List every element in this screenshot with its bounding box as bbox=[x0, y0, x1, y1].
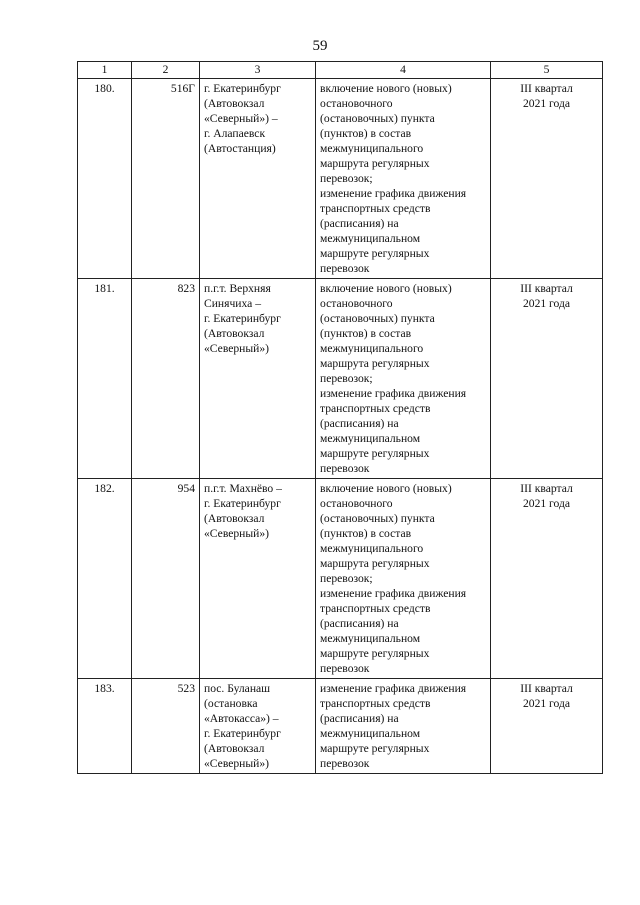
description-line: (пунктов) в состав bbox=[320, 327, 412, 340]
description-line: (расписания) на bbox=[320, 217, 399, 230]
description-line: перевозок bbox=[320, 757, 370, 770]
header-col-4: 4 bbox=[316, 62, 491, 79]
description-line: транспортных средств bbox=[320, 697, 431, 710]
description-line: остановочного bbox=[320, 97, 393, 110]
description-line: перевозок; bbox=[320, 172, 373, 185]
description-line: включение нового (новых) bbox=[320, 82, 452, 95]
route-path-line: (Автовокзал bbox=[204, 327, 265, 340]
route-path-line: п.г.т. Верхняя bbox=[204, 282, 271, 295]
description-line: транспортных средств bbox=[320, 602, 431, 615]
term-line: III квартал bbox=[520, 682, 573, 695]
description-line: (пунктов) в состав bbox=[320, 527, 412, 540]
description-line: транспортных средств bbox=[320, 202, 431, 215]
route-number: 954 bbox=[132, 479, 200, 679]
description-line: перевозок bbox=[320, 662, 370, 675]
route-path-line: г. Екатеринбург bbox=[204, 82, 281, 95]
route-path-line: «Северный») bbox=[204, 342, 270, 355]
route-path-line: г. Алапаевск bbox=[204, 127, 266, 140]
description-line: маршруте регулярных bbox=[320, 447, 430, 460]
route-path-line: «Северный») bbox=[204, 527, 270, 540]
description-line: межмуниципального bbox=[320, 342, 424, 355]
implementation-term bbox=[491, 479, 603, 679]
page-number: 59 bbox=[312, 38, 328, 54]
description-line: маршруте регулярных bbox=[320, 742, 430, 755]
route-path-line: (Автовокзал bbox=[204, 512, 265, 525]
routes-table bbox=[77, 61, 603, 774]
change-description bbox=[316, 279, 491, 479]
route-path-line: «Северный») bbox=[204, 757, 270, 770]
description-line: включение нового (новых) bbox=[320, 282, 452, 295]
term-line: 2021 года bbox=[522, 497, 571, 510]
route-path-line: (Автовокзал bbox=[204, 97, 265, 110]
table-row bbox=[78, 279, 603, 479]
table-row bbox=[78, 79, 603, 279]
term-line: 2021 года bbox=[522, 97, 571, 110]
term-line: III квартал bbox=[520, 482, 573, 495]
term-line: III квартал bbox=[520, 82, 573, 95]
table-row bbox=[78, 479, 603, 679]
route-path-line: (остановка bbox=[204, 697, 258, 710]
route-path-line: п.г.т. Махнёво – bbox=[204, 482, 282, 495]
route-path-line: (Автостанция) bbox=[204, 142, 276, 155]
description-line: межмуниципальном bbox=[320, 727, 421, 740]
route-path bbox=[200, 279, 316, 479]
route-path-line: г. Екатеринбург bbox=[204, 727, 281, 740]
route-path-line: г. Екатеринбург bbox=[204, 497, 281, 510]
description-line: межмуниципальном bbox=[320, 432, 421, 445]
table-header-row bbox=[78, 62, 603, 79]
description-line: транспортных средств bbox=[320, 402, 431, 415]
description-line: (расписания) на bbox=[320, 617, 399, 630]
route-number: 516Г bbox=[132, 79, 200, 279]
description-line: (пунктов) в состав bbox=[320, 127, 412, 140]
description-line: межмуниципального bbox=[320, 542, 424, 555]
description-line: остановочного bbox=[320, 497, 393, 510]
description-line: изменение графика движения bbox=[320, 187, 467, 200]
header-col-1: 1 bbox=[78, 62, 132, 79]
description-line: перевозок; bbox=[320, 372, 373, 385]
description-line: перевозок; bbox=[320, 572, 373, 585]
description-line: маршрута регулярных bbox=[320, 557, 430, 570]
route-path bbox=[200, 679, 316, 774]
description-line: маршрута регулярных bbox=[320, 157, 430, 170]
description-line: перевозок bbox=[320, 462, 370, 475]
table-row bbox=[78, 679, 603, 774]
route-number: 523 bbox=[132, 679, 200, 774]
route-path-line: (Автовокзал bbox=[204, 742, 265, 755]
implementation-term bbox=[491, 279, 603, 479]
description-line: изменение графика движения bbox=[320, 387, 467, 400]
implementation-term bbox=[491, 679, 603, 774]
description-line: изменение графика движения bbox=[320, 587, 467, 600]
route-path-line: «Автокасса») – bbox=[204, 712, 279, 725]
change-description bbox=[316, 79, 491, 279]
description-line: перевозок bbox=[320, 262, 370, 275]
description-line: межмуниципальном bbox=[320, 632, 421, 645]
description-line: остановочного bbox=[320, 297, 393, 310]
description-line: межмуниципальном bbox=[320, 232, 421, 245]
route-path-line: Синячиха – bbox=[204, 297, 261, 310]
header-col-5: 5 bbox=[491, 62, 603, 79]
change-description bbox=[316, 479, 491, 679]
description-line: (расписания) на bbox=[320, 417, 399, 430]
header-col-2: 2 bbox=[132, 62, 200, 79]
description-line: включение нового (новых) bbox=[320, 482, 452, 495]
term-line: III квартал bbox=[520, 282, 573, 295]
description-line: маршруте регулярных bbox=[320, 647, 430, 660]
route-path bbox=[200, 479, 316, 679]
route-path-line: пос. Буланаш bbox=[204, 682, 271, 695]
description-line: (остановочных) пункта bbox=[320, 112, 435, 125]
description-line: (остановочных) пункта bbox=[320, 312, 435, 325]
term-line: 2021 года bbox=[522, 297, 571, 310]
description-line: (остановочных) пункта bbox=[320, 512, 435, 525]
route-path-line: «Северный») – bbox=[204, 112, 278, 125]
route-number: 823 bbox=[132, 279, 200, 479]
description-line: маршруте регулярных bbox=[320, 247, 430, 260]
description-line: маршрута регулярных bbox=[320, 357, 430, 370]
description-line: межмуниципального bbox=[320, 142, 424, 155]
row-number: 180. bbox=[78, 79, 132, 279]
route-path-line: г. Екатеринбург bbox=[204, 312, 281, 325]
term-line: 2021 года bbox=[522, 697, 571, 710]
change-description bbox=[316, 679, 491, 774]
row-number: 181. bbox=[78, 279, 132, 479]
description-line: изменение графика движения bbox=[320, 682, 467, 695]
implementation-term bbox=[491, 79, 603, 279]
route-path bbox=[200, 79, 316, 279]
row-number: 182. bbox=[78, 479, 132, 679]
description-line: (расписания) на bbox=[320, 712, 399, 725]
row-number: 183. bbox=[78, 679, 132, 774]
header-col-3: 3 bbox=[200, 62, 316, 79]
